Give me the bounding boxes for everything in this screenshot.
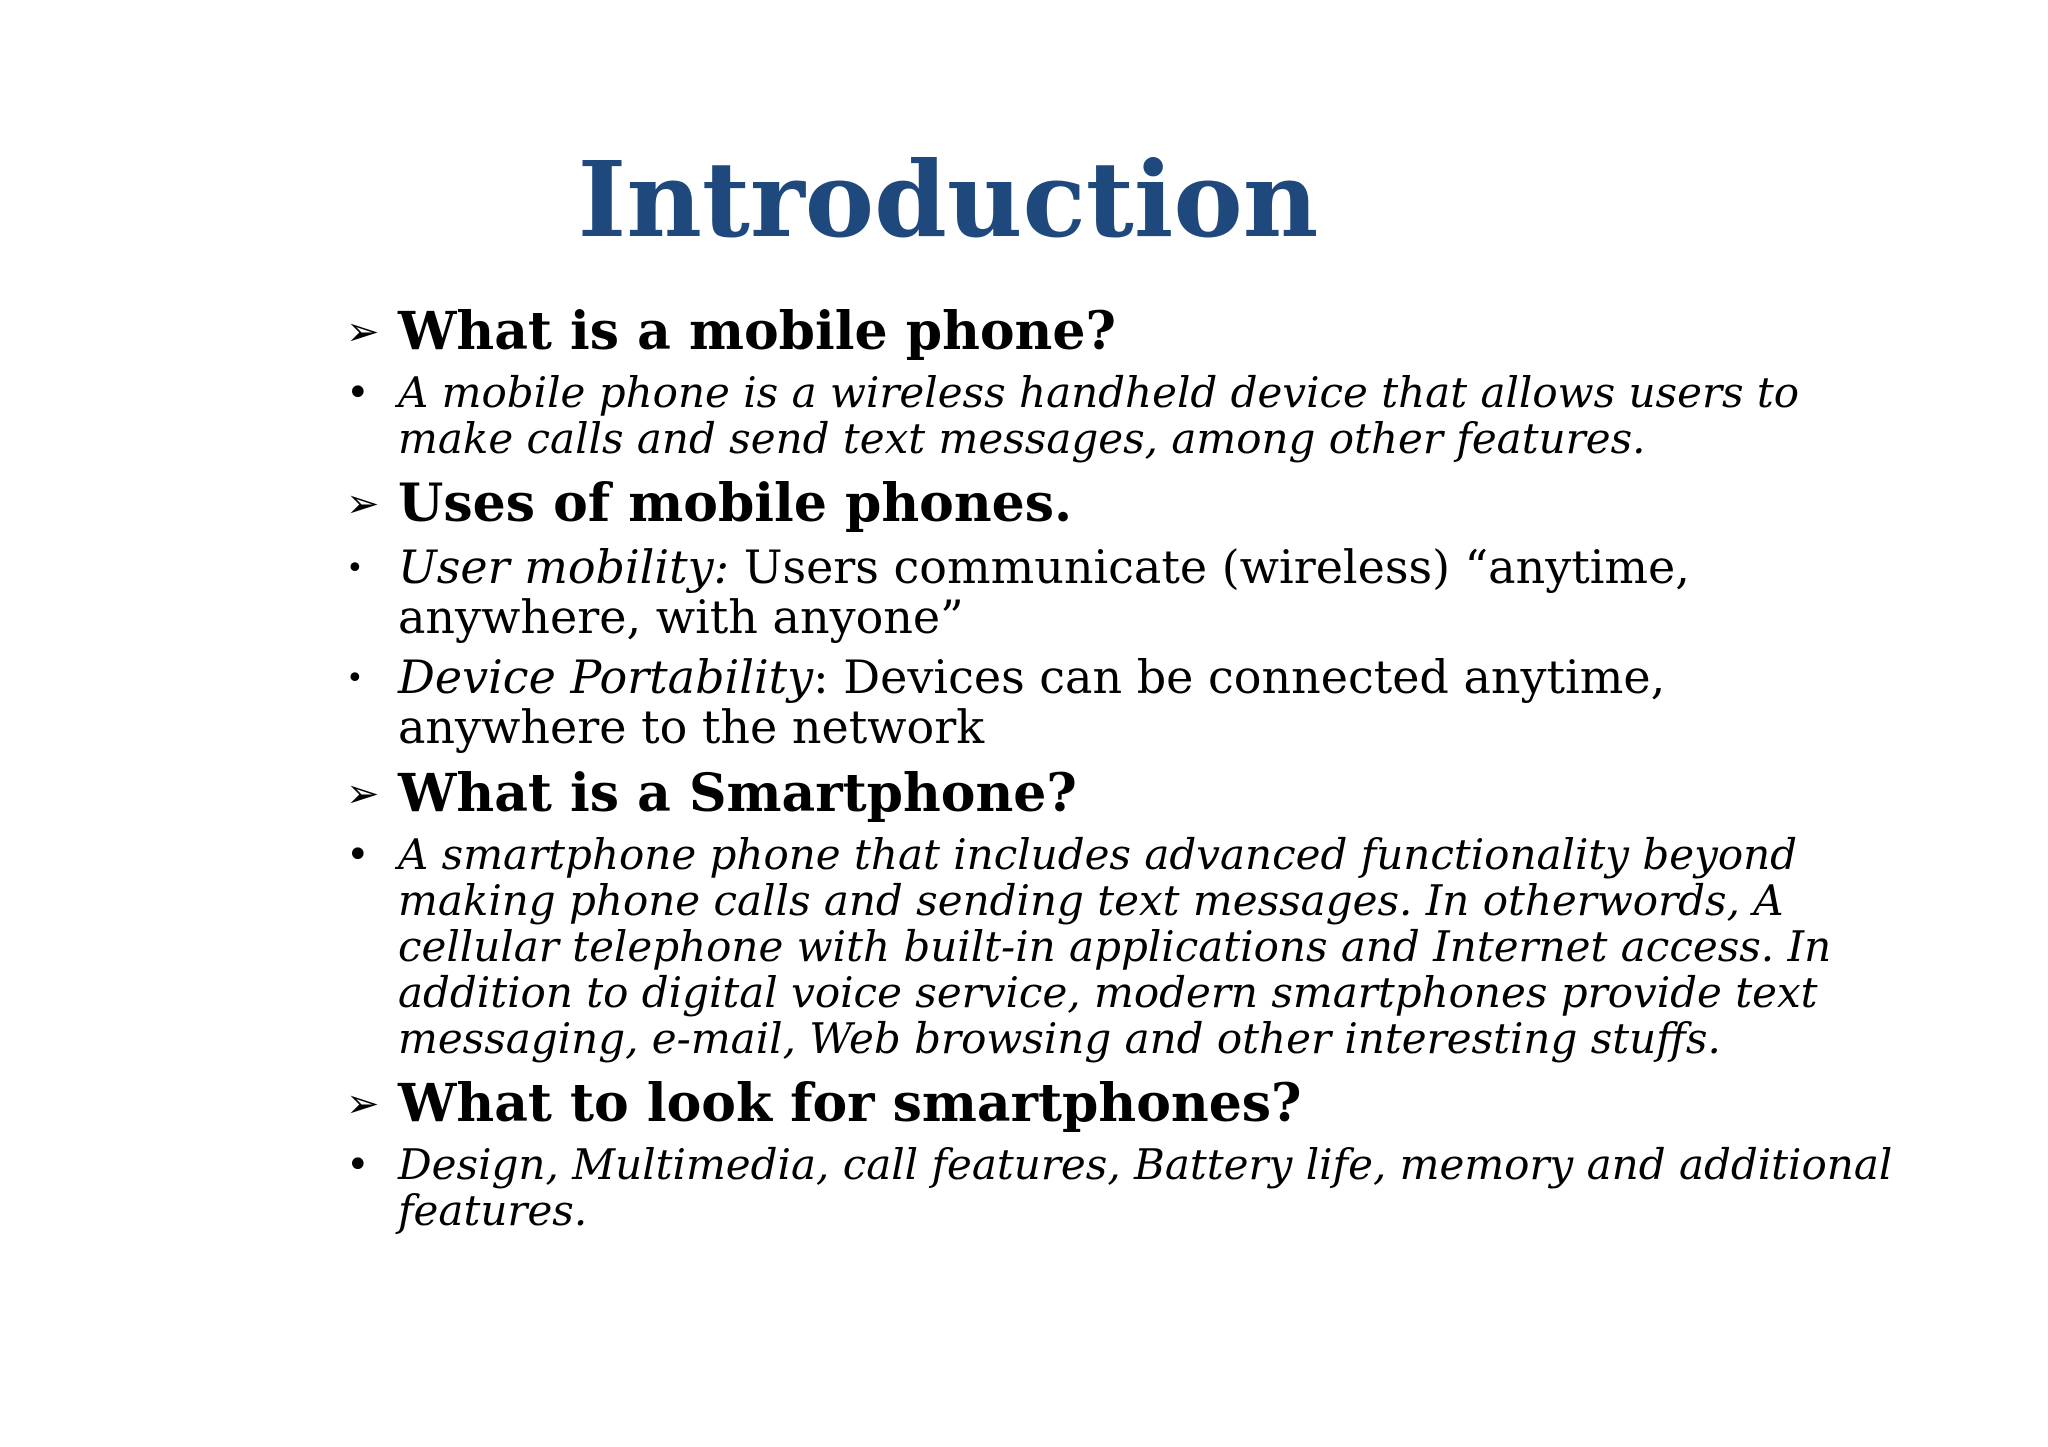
bullet-term: Device Portability bbox=[398, 650, 814, 704]
bullet-text bbox=[398, 652, 1906, 752]
arrow-bullet-icon: ➢ bbox=[346, 771, 380, 817]
arrow-bullet-icon: ➢ bbox=[346, 309, 380, 355]
heading-text: What is a Smartphone? bbox=[398, 763, 1077, 824]
dot-bullet-icon: • bbox=[346, 1142, 370, 1188]
bullet-term: User mobility: bbox=[398, 540, 730, 594]
bullet-description: Users communicate (wireless) “anytime, anywhere, with anyone” bbox=[398, 540, 1690, 644]
section-heading-look-for bbox=[346, 1072, 1906, 1136]
bullet-item bbox=[346, 1142, 1906, 1234]
slide-title: Introduction bbox=[577, 138, 1319, 261]
bullet-text: A smartphone phone that includes advanced functionality beyond making phone calls and sending text messages. In otherwords, A cellular telephone with built-in applications and Internet access. In addition to digital voice service, modern smartphones provide text messaging, e-mail, Web browsing and other interesting stuffs. bbox=[398, 830, 1832, 1063]
bullet-text bbox=[398, 542, 1906, 642]
heading-text: What to look for smartphones? bbox=[398, 1073, 1302, 1134]
bullet-text: A mobile phone is a wireless handheld device that allows users to make calls and send text messages, among other features. bbox=[398, 368, 1800, 463]
section-heading-mobile-phone bbox=[346, 300, 1906, 364]
heading-text: What is a mobile phone? bbox=[398, 301, 1116, 362]
section-heading-uses bbox=[346, 472, 1906, 536]
arrow-bullet-icon: ➢ bbox=[346, 1081, 380, 1127]
bullet-item bbox=[346, 832, 1906, 1062]
bullet-item bbox=[346, 652, 1906, 752]
bullet-text: Design, Multimedia, call features, Battery life, memory and additional features. bbox=[398, 1140, 1893, 1235]
heading-text: Uses of mobile phones. bbox=[398, 473, 1073, 534]
dot-bullet-icon: • bbox=[346, 832, 370, 878]
dot-bullet-icon: • bbox=[346, 370, 370, 416]
section-heading-smartphone bbox=[346, 762, 1906, 826]
bullet-description: : Devices can be connected anytime, anywhere to the network bbox=[398, 650, 1666, 754]
slide-content bbox=[346, 300, 1906, 1244]
arrow-bullet-icon: ➢ bbox=[346, 481, 380, 527]
bullet-item bbox=[346, 542, 1906, 642]
dot-bullet-icon: • bbox=[346, 661, 364, 696]
dot-bullet-icon: • bbox=[346, 551, 364, 586]
bullet-item bbox=[346, 370, 1906, 462]
